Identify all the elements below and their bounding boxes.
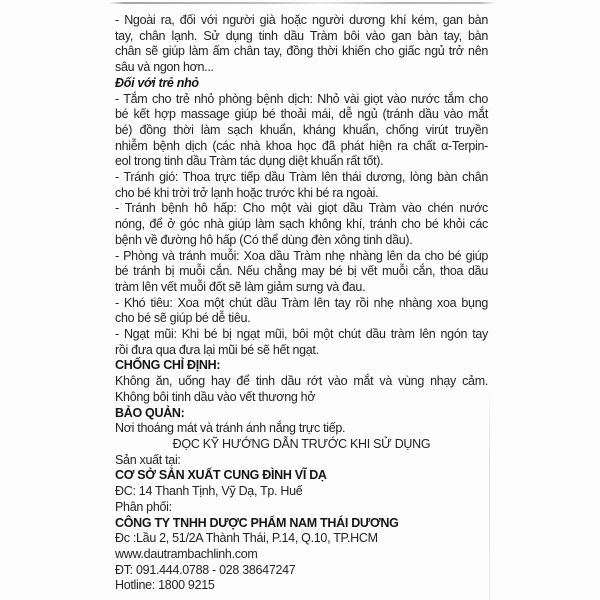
text-line: cho bé sẽ giúp bé dễ tiêu. <box>115 311 251 326</box>
text-line: ĐT: 091.444.0788 - 028 38647247 <box>115 562 296 577</box>
text-line: Hotline: 1800 9215 <box>115 578 215 593</box>
section-heading: CHỐNG CHỈ ĐỊNH: <box>115 358 221 373</box>
text-line: bé tránh bị muỗi cắn. Nếu chẳng may bé bị vết muỗi cắn, thoa dầu <box>115 264 488 279</box>
text-line: - Ngoài ra, đối với người già hoặc người dương khí kém, gan bàn <box>115 13 488 27</box>
text-line: - Tránh gió: Thoa trực tiếp dầu Tràm lên thái dương, lòng bàn chân <box>115 170 488 185</box>
section-heading: CƠ SỞ SẢN XUẤT CUNG ĐÌNH VĨ DẠ <box>115 468 327 483</box>
text-line: - Ngạt mũi: Khi bé bị ngạt mũi, bôi một chút dầu tràm lên ngón tay <box>115 327 488 342</box>
text-line: cho bé khi trời trở lạnh hoặc trước khi bé ra ngoài. <box>115 185 379 200</box>
paper-right-edge <box>489 390 490 600</box>
text-line: ĐC: 14 Thanh Tịnh, Vỹ Dạ, Tp. Huế <box>115 484 303 499</box>
text-line: - Tắm cho trẻ nhỏ phòng bệnh dịch: Nhỏ vài giọt vào nước tắm cho <box>115 91 488 106</box>
text-line: Nơi thoáng mát và tránh ánh nắng trực tiếp. <box>115 421 346 436</box>
paper-top-edge <box>109 2 496 4</box>
leaflet-text-column <box>115 13 488 594</box>
section-heading: BẢO QUẢN: <box>115 405 185 420</box>
text-line: - Khó tiêu: Xoa một chút dầu Tràm lên tay rồi nhẹ nhàng xoa bụng <box>115 295 488 310</box>
text-line: Không ăn, uống hay để tinh dầu rớt vào mắt và vùng nhạy cảm. <box>115 374 488 389</box>
text-line: nóng, để ở góc nhà giúp làm sạch không khí, tránh cho bé khỏi các <box>115 217 488 232</box>
text-line: chân sẽ giúp làm ấm chân tay, đồng thời khiến cho giấc ngủ trở nên <box>115 44 488 59</box>
text-line: bệnh về đường hô hấp (Có thể dùng đèn xông tinh dầu). <box>115 232 413 247</box>
text-line: - Tránh bệnh hô hấp: Cho một vài giọt dầu Tràm vào chén nước <box>115 201 488 216</box>
text-line: tràm lên vết muỗi đốt sẽ làm giảm sưng và đau. <box>115 279 366 294</box>
text-line: eol trong tinh dầu Tràm tác dụng diệt khuẩn rất tốt). <box>115 154 384 169</box>
text-line: bé kết hợp massage giúp bé thoải mái, dễ ngủ (tránh dầu vào mắt <box>115 107 488 122</box>
text-line: rồi đưa qua đưa lại mũi bé sẽ hết ngạt. <box>115 342 319 357</box>
text-line: Phân phối: <box>115 499 172 514</box>
text-line: Sản xuất tại: <box>115 452 181 467</box>
subsection-heading: Đối với trẻ nhỏ <box>115 75 199 90</box>
text-line: - Phòng và tránh muỗi: Xoa dầu Tràm nhẹ nhàng lên da cho bé giúp <box>115 248 488 263</box>
text-line: tay, chân lạnh. Sử dụng tinh dầu Tràm bôi vào gan bàn tay, bàn <box>115 28 488 43</box>
text-line: www.dautrambachlinh.com <box>115 546 258 561</box>
text-line: sâu và ngon hơn... <box>115 60 214 75</box>
text-line: ĐỌC KỸ HƯỚNG DẪN TRƯỚC KHI SỬ DỤNG <box>172 436 431 451</box>
text-line: Không bôi tinh dầu vào vết thương hở <box>115 389 316 404</box>
text-line: nhiễm bệnh dịch (các nhà khoa học đã phát hiện ra chất α-Terpin- <box>115 138 488 153</box>
text-line: bé) đồng thời làm sạch khuẩn, kháng khuẩn, chống virút truyền <box>115 122 488 137</box>
text-line: Đc :Lầu 2, 51/2A Thành Thái, P.14, Q.10, TP.HCM <box>115 531 378 546</box>
section-heading: CÔNG TY TNHH DƯỢC PHẨM NAM THÁI DƯƠNG <box>115 515 399 530</box>
